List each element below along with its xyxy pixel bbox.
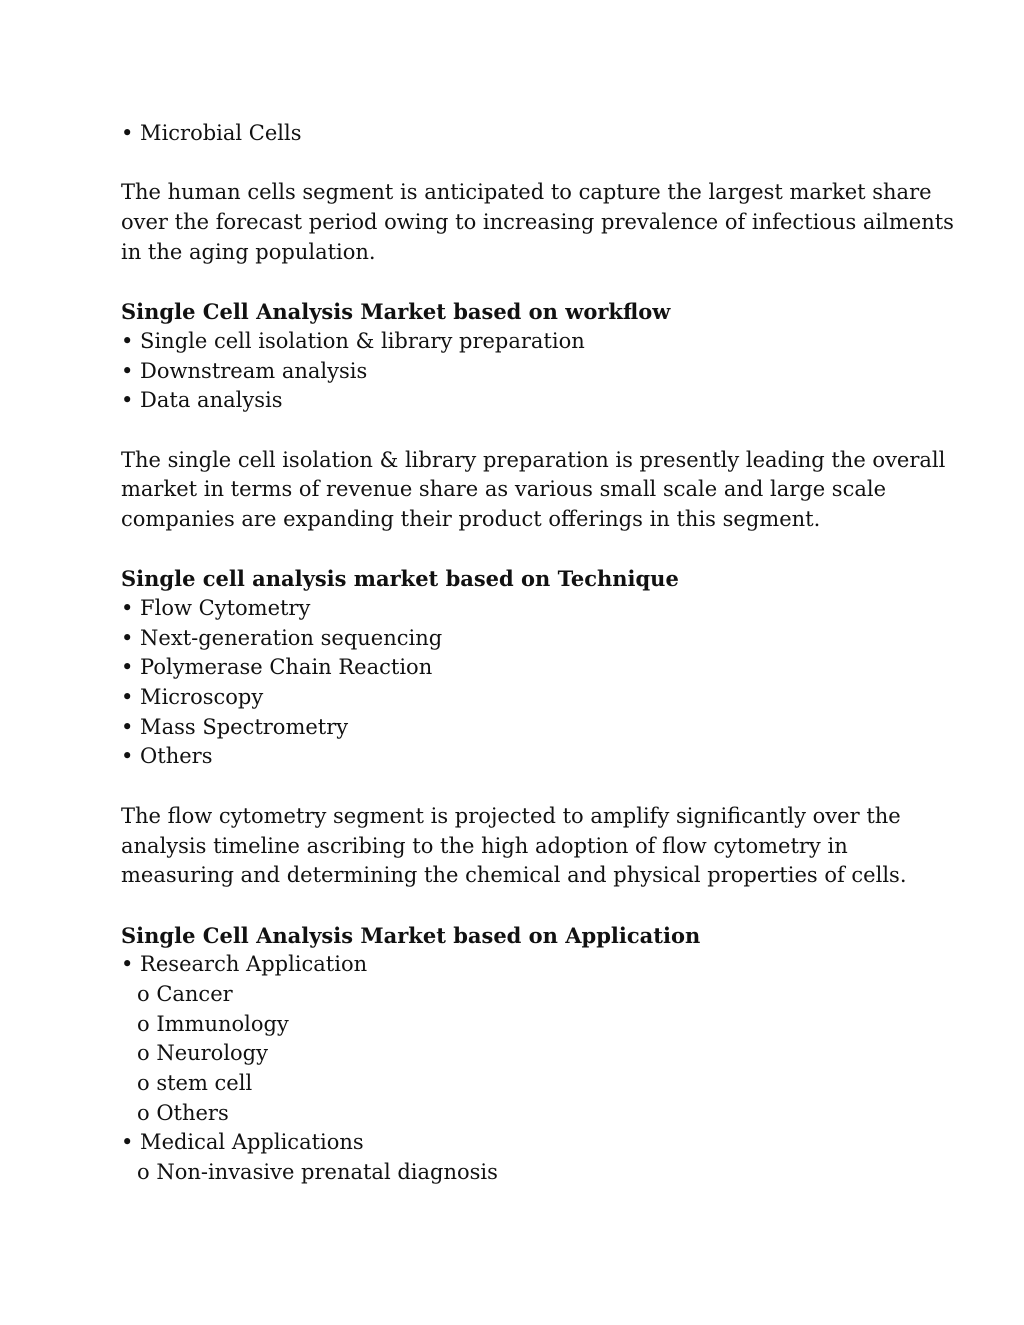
section-heading-workflow: Single Cell Analysis Market based on workflow: [121, 299, 671, 325]
list-item: • Downstream analysis: [121, 358, 368, 383]
sub-list-item: o Cancer: [137, 981, 233, 1006]
sub-list-item: o Neurology: [137, 1041, 268, 1066]
sub-list-item: o stem cell: [137, 1071, 253, 1095]
paragraph-line: over the forecast period owing to increasing prevalence of infectious ailments: [121, 210, 954, 235]
paragraph-line: companies are expanding their product offerings in this segment.: [121, 506, 821, 531]
sub-list-item: o Others: [137, 1100, 229, 1125]
list-item: • Microscopy: [121, 685, 264, 710]
list-item-medical-applications: • Medical Applications: [121, 1130, 364, 1155]
paragraph-isolation: [121, 446, 946, 535]
paragraph-line: The single cell isolation & library preparation is presently leading the overall: [121, 447, 946, 472]
paragraph-human-cells: [121, 178, 954, 267]
paragraph-line: market in terms of revenue share as various small scale and large scale: [121, 477, 887, 502]
section-technique: [121, 564, 921, 772]
section-application: [121, 921, 921, 1188]
list-item: • Next-generation sequencing: [121, 625, 443, 650]
spacer: [121, 535, 921, 565]
list-item: • Single cell isolation & library preparation: [121, 328, 585, 353]
spacer: [121, 267, 921, 297]
section-heading-application: Single Cell Analysis Market based on Application: [121, 922, 701, 948]
section-workflow: [121, 297, 921, 416]
spacer: [121, 149, 921, 179]
list-item: • Others: [121, 744, 213, 769]
section-heading-technique: Single cell analysis market based on Technique: [121, 566, 679, 592]
paragraph-line: in the aging population.: [121, 239, 376, 264]
spacer: [121, 416, 921, 446]
document-page: [121, 119, 954, 1188]
list-item: • Mass Spectrometry: [121, 714, 349, 739]
paragraph-line: analysis timeline ascribing to the high adoption of flow cytometry in: [121, 833, 848, 858]
sub-list-item: o Non-invasive prenatal diagnosis: [137, 1160, 498, 1185]
paragraph-line: measuring and determining the chemical and physical properties of cells.: [121, 863, 907, 888]
sub-list-item: o Immunology: [137, 1011, 289, 1036]
list-item: • Flow Cytometry: [121, 596, 311, 620]
paragraph-flow-cytometry: [121, 802, 921, 891]
spacer: [121, 891, 921, 921]
paragraph-line: The human cells segment is anticipated to capture the largest market share: [121, 180, 932, 205]
list-item-microbial-cells: • Microbial Cells: [121, 121, 302, 145]
paragraph-line: The flow cytometry segment is projected to amplify significantly over the: [121, 803, 901, 828]
list-item: • Data analysis: [121, 388, 283, 413]
spacer: [121, 772, 921, 802]
list-item: • Polymerase Chain Reaction: [121, 655, 433, 680]
list-item-research-application: • Research Application: [121, 952, 368, 977]
